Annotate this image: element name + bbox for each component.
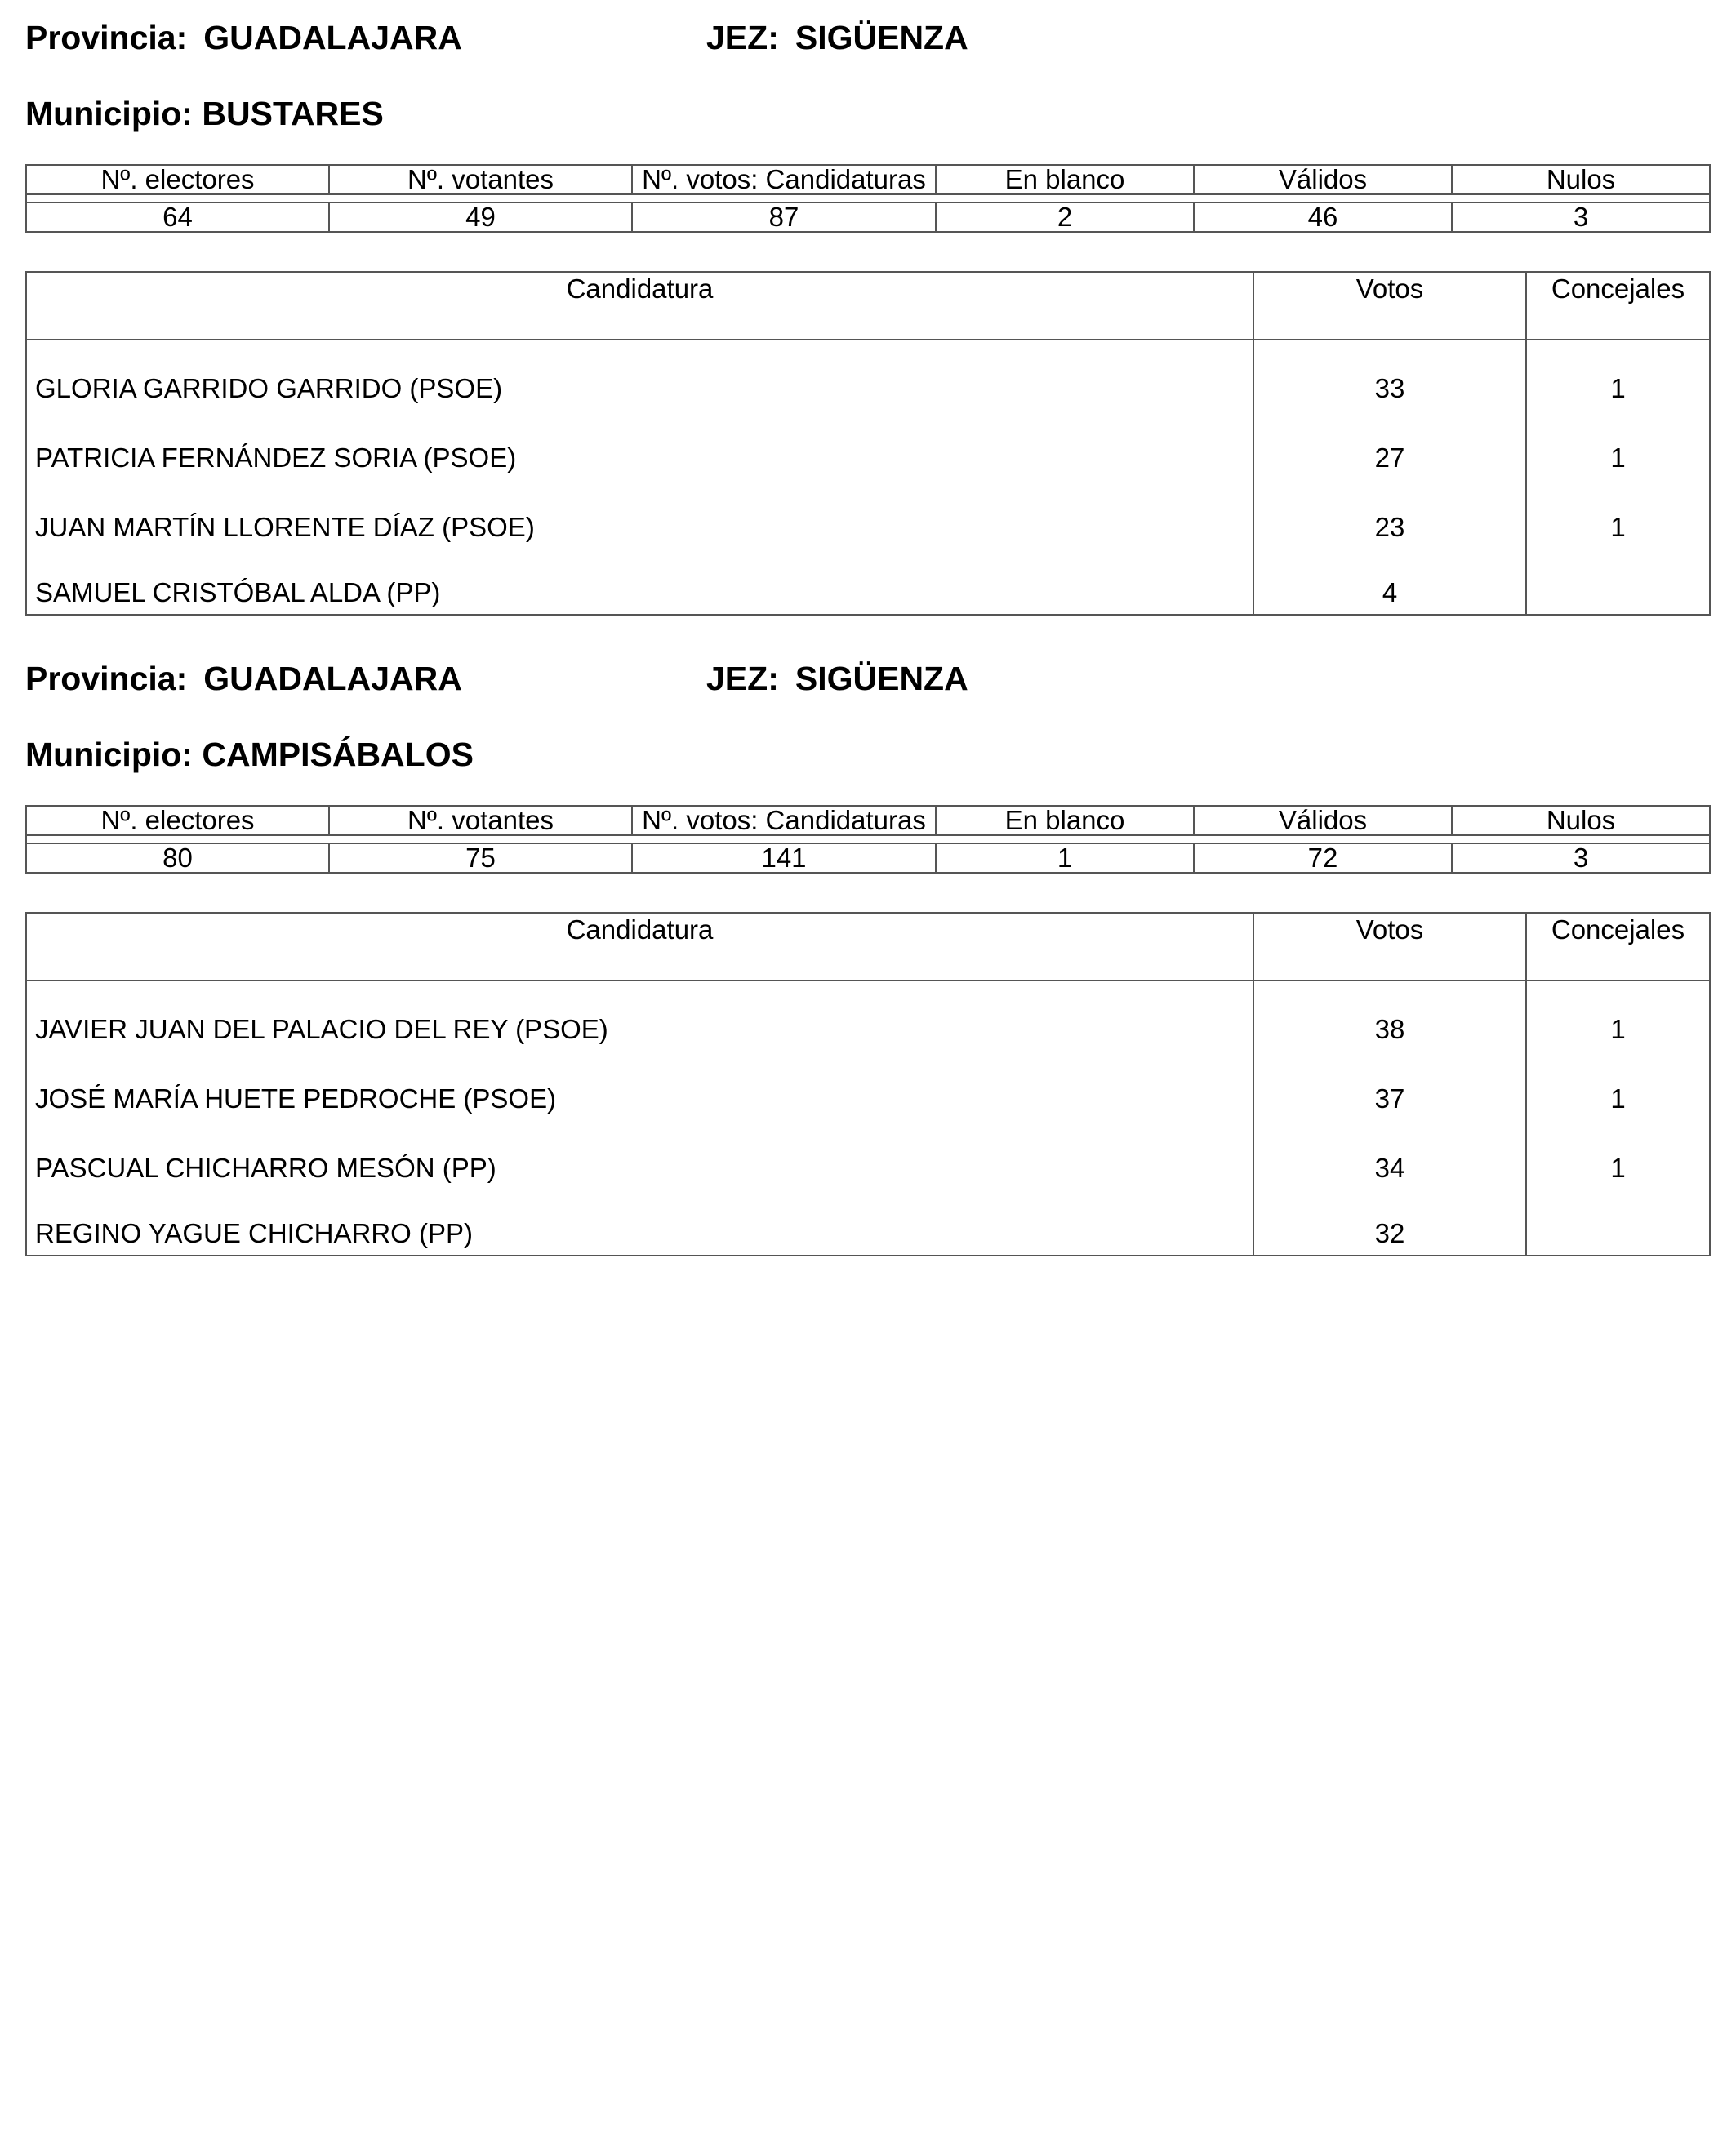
stats-spacer: [26, 835, 1710, 843]
stats-header-row: [26, 165, 1710, 194]
candidate-concejales: [1526, 549, 1710, 615]
stats-value-votos-candidaturas: 87: [632, 202, 936, 232]
jez-heading: [706, 659, 968, 698]
table-row: [26, 1120, 1710, 1190]
stats-table: [25, 805, 1711, 874]
table-row: [26, 1051, 1710, 1120]
candidates-table: [25, 271, 1711, 616]
municipio-value: BUSTARES: [202, 95, 384, 132]
concejales-header: Concejales: [1526, 913, 1710, 981]
stats-value-en-blanco: 1: [936, 843, 1194, 873]
stats-value-validos: 72: [1194, 843, 1452, 873]
jez-label: JEZ:: [706, 660, 779, 697]
municipio-label: Municipio:: [25, 736, 193, 773]
stats-table: [25, 164, 1711, 233]
candidate-name: JAVIER JUAN DEL PALACIO DEL REY (PSOE): [35, 1014, 608, 1044]
stats-value-validos: 46: [1194, 202, 1452, 232]
table-row: [26, 981, 1710, 1051]
municipio-heading: [25, 735, 474, 774]
jez-heading: [706, 18, 968, 57]
candidate-name: REGINO YAGUE CHICHARRO (PP): [35, 1218, 474, 1248]
stats-value-votos-candidaturas: 141: [632, 843, 936, 873]
table-row: [26, 340, 1710, 410]
concejales-header: Concejales: [1526, 272, 1710, 340]
stats-spacer: [26, 194, 1710, 202]
stats-header-electores: Nº. electores: [26, 165, 329, 194]
candidate-concejales: 1: [1526, 1051, 1710, 1120]
candidate-name: GLORIA GARRIDO GARRIDO (PSOE): [35, 373, 503, 403]
candidate-votos: 33: [1253, 340, 1526, 410]
candidate-name: PASCUAL CHICHARRO MESÓN (PP): [35, 1153, 496, 1183]
jez-value: SIGÜENZA: [795, 19, 968, 56]
table-row: [26, 549, 1710, 615]
candidate-concejales: 1: [1526, 410, 1710, 479]
votos-header: Votos: [1253, 272, 1526, 340]
stats-header-votos-candidaturas: Nº. votos: Candidaturas: [632, 806, 936, 835]
candidates-header-row: [26, 272, 1710, 340]
municipio-value: CAMPISÁBALOS: [202, 736, 474, 773]
candidate-votos: 23: [1253, 479, 1526, 549]
jez-value: SIGÜENZA: [795, 660, 968, 697]
stats-value-votantes: 75: [329, 843, 632, 873]
stats-value-en-blanco: 2: [936, 202, 1194, 232]
stats-header-nulos: Nulos: [1452, 165, 1710, 194]
stats-header-votos-candidaturas: Nº. votos: Candidaturas: [632, 165, 936, 194]
stats-header-votantes: Nº. votantes: [329, 165, 632, 194]
candidate-concejales: [1526, 1190, 1710, 1256]
municipio-label: Municipio:: [25, 95, 193, 132]
candidate-concejales: 1: [1526, 479, 1710, 549]
table-row: [26, 1190, 1710, 1256]
candidate-concejales: 1: [1526, 340, 1710, 410]
candidatura-header: Candidatura: [26, 913, 1253, 981]
candidates-table: [25, 912, 1711, 1256]
candidate-votos: 32: [1253, 1190, 1526, 1256]
candidate-votos: 38: [1253, 981, 1526, 1051]
provincia-value: GUADALAJARA: [203, 19, 462, 56]
provincia-label: Provincia:: [25, 660, 188, 697]
municipio-heading: [25, 94, 384, 133]
stats-value-row: [26, 202, 1710, 232]
votos-header: Votos: [1253, 913, 1526, 981]
stats-header-row: [26, 806, 1710, 835]
stats-value-row: [26, 843, 1710, 873]
candidate-name: SAMUEL CRISTÓBAL ALDA (PP): [35, 577, 441, 607]
provincia-heading: [25, 18, 462, 57]
candidates-header-row: [26, 913, 1710, 981]
stats-value-votantes: 49: [329, 202, 632, 232]
candidate-votos: 34: [1253, 1120, 1526, 1190]
stats-header-electores: Nº. electores: [26, 806, 329, 835]
stats-header-en-blanco: En blanco: [936, 806, 1194, 835]
stats-value-electores: 64: [26, 202, 329, 232]
provincia-value: GUADALAJARA: [203, 660, 462, 697]
candidate-concejales: 1: [1526, 1120, 1710, 1190]
stats-header-validos: Válidos: [1194, 806, 1452, 835]
candidatura-header: Candidatura: [26, 272, 1253, 340]
candidate-name: JOSÉ MARÍA HUETE PEDROCHE (PSOE): [35, 1083, 557, 1114]
stats-value-electores: 80: [26, 843, 329, 873]
table-row: [26, 410, 1710, 479]
candidate-name: PATRICIA FERNÁNDEZ SORIA (PSOE): [35, 442, 517, 473]
stats-header-votantes: Nº. votantes: [329, 806, 632, 835]
candidate-votos: 4: [1253, 549, 1526, 615]
stats-header-validos: Válidos: [1194, 165, 1452, 194]
provincia-label: Provincia:: [25, 19, 188, 56]
candidate-concejales: 1: [1526, 981, 1710, 1051]
candidate-votos: 37: [1253, 1051, 1526, 1120]
table-row: [26, 479, 1710, 549]
stats-value-nulos: 3: [1452, 843, 1710, 873]
provincia-heading: [25, 659, 462, 698]
candidate-name: JUAN MARTÍN LLORENTE DÍAZ (PSOE): [35, 512, 535, 542]
jez-label: JEZ:: [706, 19, 779, 56]
stats-value-nulos: 3: [1452, 202, 1710, 232]
stats-header-en-blanco: En blanco: [936, 165, 1194, 194]
candidate-votos: 27: [1253, 410, 1526, 479]
stats-header-nulos: Nulos: [1452, 806, 1710, 835]
